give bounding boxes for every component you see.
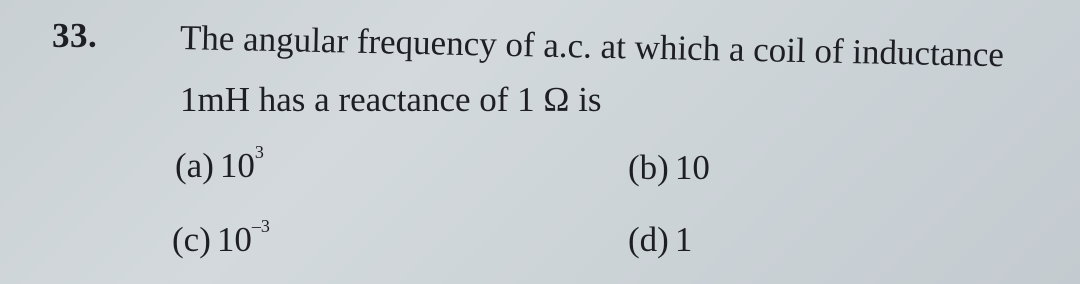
option-a[interactable] [175, 142, 264, 186]
option-c-label: (c) [172, 220, 211, 259]
question-number: 33. [52, 16, 98, 55]
option-c-base: 10 [216, 220, 252, 259]
question-stem-line-1: The angular frequency of a.c. at which a coil of inductance [179, 18, 1005, 75]
option-d-label: (d) [628, 220, 669, 259]
option-d[interactable] [628, 220, 692, 260]
question-stem-line-2: 1mH has a reactance of 1 Ω is [180, 80, 602, 119]
option-a-label: (a) [175, 146, 214, 185]
option-a-base: 10 [219, 146, 255, 185]
option-c[interactable] [172, 216, 270, 260]
option-b[interactable] [628, 148, 710, 188]
option-b-label: (b) [628, 148, 669, 187]
option-d-base: 1 [674, 220, 693, 259]
option-a-exponent: 3 [254, 142, 264, 162]
option-c-exponent: –3 [251, 216, 270, 236]
option-b-base: 10 [674, 148, 710, 187]
